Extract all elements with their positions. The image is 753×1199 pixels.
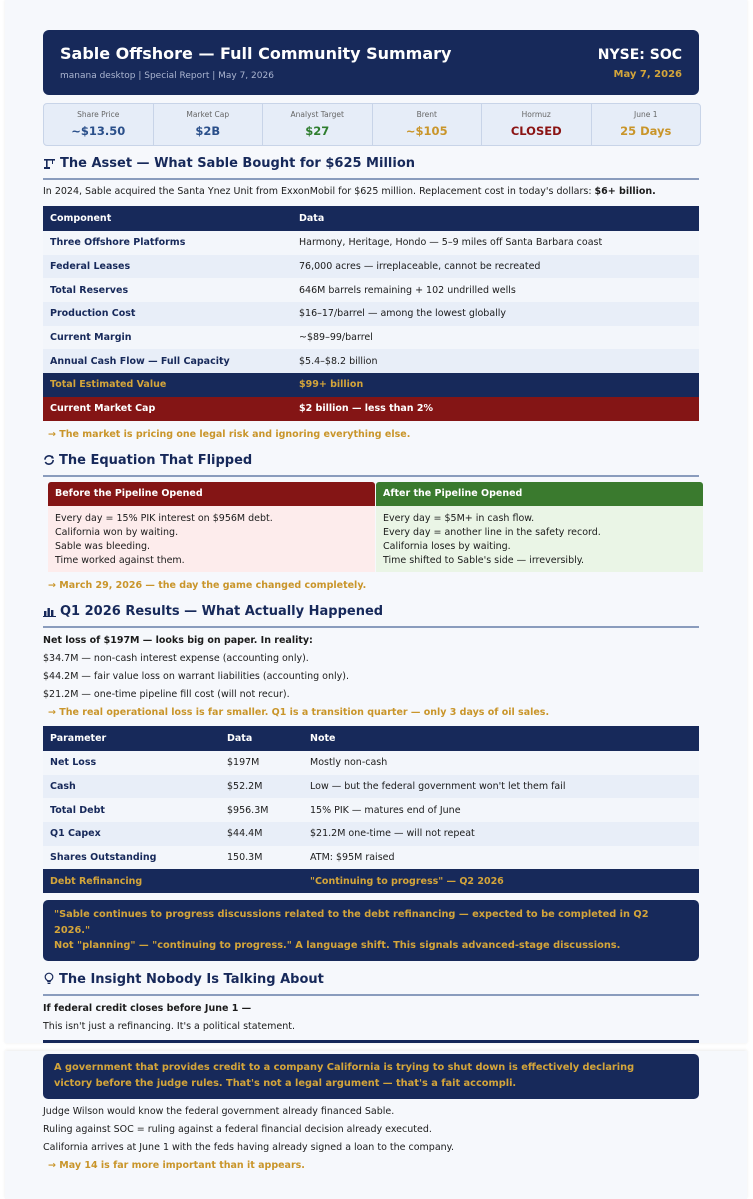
after-pipeline-heading: After the Pipeline Opened: [376, 482, 703, 506]
stat-label: Hormuz: [521, 110, 551, 119]
table-cell: Net Loss: [43, 751, 220, 775]
key-stats-bar: [43, 103, 701, 146]
asset-note: → The market is pricing one legal risk and ignoring everything else.: [48, 429, 411, 440]
section-title-q1: [43, 604, 699, 628]
before-line: Sable was bleeding.: [55, 541, 151, 552]
column-header: Parameter: [43, 726, 220, 751]
table-cell: Total Debt: [43, 798, 220, 822]
asset-table: [43, 206, 699, 421]
table-cell: $2 billion — less than 2%: [292, 397, 699, 421]
bar-chart-icon: [43, 605, 56, 617]
before-pipeline-heading: Before the Pipeline Opened: [48, 482, 375, 506]
q1-line: $21.2M — one-time pipeline fill cost (will not recur).: [43, 689, 290, 700]
after-line: Every day = another line in the safety record.: [383, 527, 601, 538]
column-header: Component: [43, 206, 292, 231]
before-line: Every day = 15% PIK interest on $956M debt.: [55, 513, 273, 524]
section-title-insight: [43, 972, 699, 996]
table-cell: Mostly non-cash: [303, 751, 699, 775]
table-cell: $99+ billion: [292, 373, 699, 397]
q1-note: → The real operational loss is far smaller. Q1 is a transition quarter — only 3 days of oil sales.: [48, 707, 550, 718]
stat-value: CLOSED: [510, 124, 562, 138]
fait-accompli-quote-box: [43, 1054, 699, 1099]
table-row: [43, 231, 699, 255]
table-cell: 150.3M: [220, 846, 303, 870]
before-pipeline-box: [48, 482, 375, 572]
table-row: [43, 846, 699, 870]
stat-hormuz: [482, 104, 592, 145]
q1-lead: Net loss of $197M — looks big on paper. In reality:: [43, 635, 313, 646]
after-line: Time shifted to Sable's side — irreversibly.: [383, 555, 585, 566]
stat-value: $27: [305, 124, 330, 138]
table-cell: Low — but the federal government won't let them fail: [303, 775, 699, 799]
asset-intro: [43, 186, 656, 197]
table-cell: ATM: $95M raised: [303, 846, 699, 870]
table-row: [43, 798, 699, 822]
column-header: Data: [292, 206, 699, 231]
table-cell: Cash: [43, 775, 220, 799]
quote-line: Not "planning" — "continuing to progress." A language shift. This signals advanced-stage discussions.: [54, 940, 621, 951]
table-cell: Three Offshore Platforms: [43, 231, 292, 255]
stat-label: Analyst Target: [290, 110, 344, 119]
q1-line: $44.2M — fair value loss on warrant liabilities (accounting only).: [43, 671, 349, 682]
insight-lead: If federal credit closes before June 1 —: [43, 1003, 252, 1014]
report-subtitle: manana desktop | Special Report | May 7, 2026: [60, 71, 274, 81]
page2-line: California arrives at June 1 with the feds having already signed a loan to the company.: [43, 1142, 454, 1153]
market-cap-row: [43, 397, 699, 421]
before-line: California won by waiting.: [55, 527, 179, 538]
asset-intro-bold: $6+ billion.: [594, 186, 656, 197]
stat-value: $2B: [195, 124, 221, 138]
table-row: [43, 278, 699, 302]
table-row: [43, 349, 699, 373]
stat-label: June 1: [634, 110, 658, 119]
table-header-row: [43, 206, 699, 231]
table-row: [43, 822, 699, 846]
report-header: [43, 30, 699, 95]
stat-label: Share Price: [77, 110, 120, 119]
insight-line: This isn't just a refinancing. It's a political statement.: [43, 1021, 296, 1032]
table-cell: 15% PIK — matures end of June: [303, 798, 699, 822]
section-title-asset: [43, 156, 699, 180]
stat-value: ~$105: [405, 124, 448, 138]
table-cell: Harmony, Heritage, Hondo — 5–9 miles off Santa Barbara coast: [292, 231, 699, 255]
stat-june-1: [592, 104, 701, 145]
table-cell: $956.3M: [220, 798, 303, 822]
table-cell: $21.2M one-time — will not repeat: [303, 822, 699, 846]
refinancing-quote-box: [43, 900, 699, 961]
cycle-icon: [43, 454, 55, 466]
table-cell: 76,000 acres — irreplaceable, cannot be recreated: [292, 255, 699, 279]
table-cell: Current Market Cap: [43, 397, 292, 421]
stat-label: Market Cap: [186, 110, 230, 119]
table-cell: Production Cost: [43, 302, 292, 326]
report-title: Sable Offshore — Full Community Summary: [60, 44, 452, 63]
stat-value: 25 Days: [620, 124, 672, 138]
stat-share-price: [44, 104, 154, 145]
table-row: [43, 326, 699, 350]
page2-note: → May 14 is far more important than it appears.: [48, 1160, 305, 1171]
after-pipeline-box: [376, 482, 703, 572]
before-line: Time worked against them.: [55, 555, 185, 566]
table-cell: Debt Refinancing: [43, 869, 220, 893]
section-title-text: Q1 2026 Results — What Actually Happened: [60, 604, 384, 619]
equation-note: → March 29, 2026 — the day the game changed completely.: [48, 580, 367, 591]
after-line: California loses by waiting.: [383, 541, 511, 552]
after-line: Every day = $5M+ in cash flow.: [383, 513, 535, 524]
section-title-text: The Insight Nobody Is Talking About: [59, 972, 324, 987]
asset-intro-text: In 2024, Sable acquired the Santa Ynez Unit from ExxonMobil for $625 million. Replacement cost in today's dollars:: [43, 186, 595, 197]
quote-box-edge: [43, 1040, 699, 1043]
table-row: [43, 302, 699, 326]
table-cell: $16–17/barrel — among the lowest globally: [292, 302, 699, 326]
page2-line: Ruling against SOC = ruling against a federal financial decision already executed.: [43, 1124, 432, 1135]
table-cell: ~$89–99/barrel: [292, 326, 699, 350]
page2-line: Judge Wilson would know the federal government already financed Sable.: [43, 1106, 395, 1117]
stat-value: ~$13.50: [71, 124, 126, 138]
before-pipeline-body: [48, 506, 375, 572]
lightbulb-icon: [43, 972, 55, 985]
table-cell: $197M: [220, 751, 303, 775]
stat-brent: [373, 104, 483, 145]
stat-label: Brent: [416, 110, 437, 119]
section-title-text: The Asset — What Sable Bought for $625 Million: [60, 156, 416, 171]
table-cell: Total Reserves: [43, 278, 292, 302]
table-row: [43, 255, 699, 279]
section-title-text: The Equation That Flipped: [59, 453, 253, 468]
q1-table: [43, 726, 699, 893]
quote-line: 2026.": [54, 924, 91, 936]
stat-analyst-target: [263, 104, 373, 145]
table-row: [43, 775, 699, 799]
section-title-equation: [43, 453, 699, 477]
table-cell: Shares Outstanding: [43, 846, 220, 870]
table-cell: [220, 869, 303, 893]
column-header: Data: [220, 726, 303, 751]
column-header: Note: [303, 726, 699, 751]
table-cell: Q1 Capex: [43, 822, 220, 846]
crane-icon: [43, 157, 56, 169]
table-cell: $52.2M: [220, 775, 303, 799]
report-date: May 7, 2026: [613, 69, 682, 80]
ticker-symbol: NYSE: SOC: [597, 47, 682, 63]
after-pipeline-body: [376, 506, 703, 572]
table-cell: Annual Cash Flow — Full Capacity: [43, 349, 292, 373]
table-cell: $5.4–$8.2 billion: [292, 349, 699, 373]
debt-refinancing-row: [43, 869, 699, 893]
table-cell: $44.4M: [220, 822, 303, 846]
table-cell: Current Margin: [43, 326, 292, 350]
stat-market-cap: [154, 104, 264, 145]
quote-line: A government that provides credit to a company California is trying to shut down is effectively declaring: [54, 1062, 635, 1073]
table-cell: Federal Leases: [43, 255, 292, 279]
q1-line: $34.7M — non-cash interest expense (accounting only).: [43, 653, 309, 664]
total-value-row: [43, 373, 699, 397]
table-row: [43, 751, 699, 775]
table-cell: 646M barrels remaining + 102 undrilled wells: [292, 278, 699, 302]
table-cell: Total Estimated Value: [43, 373, 292, 397]
quote-line: "Sable continues to progress discussions related to the debt refinancing — expected to be completed in Q2: [54, 909, 649, 920]
quote-line: victory before the judge rules. That's not a legal argument — that's a fait accompli.: [54, 1077, 517, 1089]
table-header-row: [43, 726, 699, 751]
table-cell: "Continuing to progress" — Q2 2026: [303, 869, 699, 893]
